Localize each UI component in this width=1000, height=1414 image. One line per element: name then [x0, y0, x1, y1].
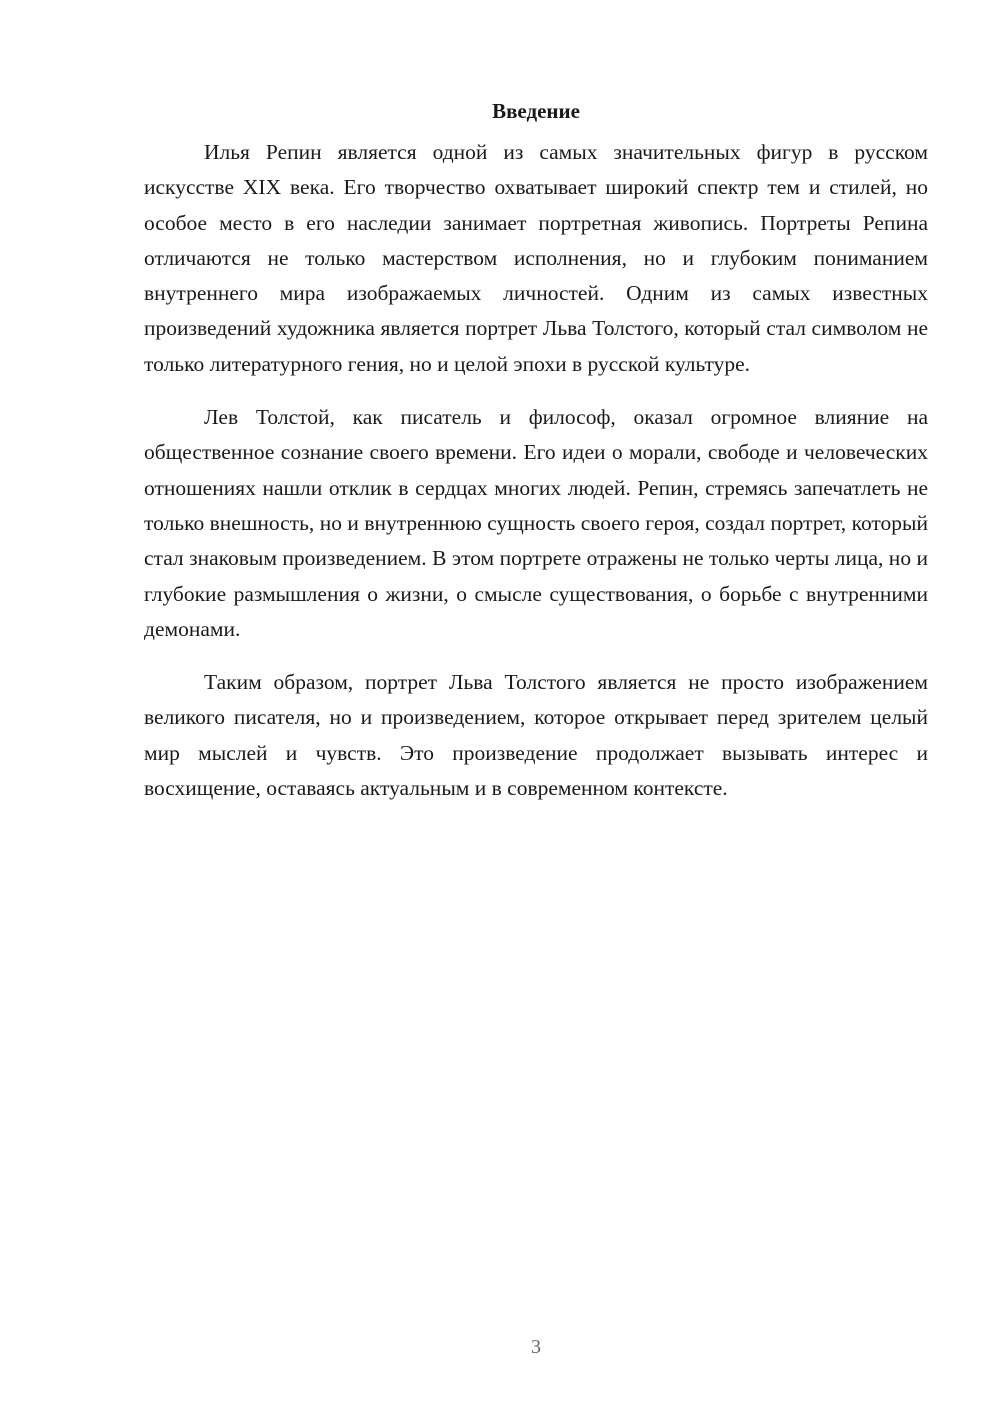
paragraph-3: Таким образом, портрет Льва Толстого является не просто изображением великого писателя, но и произведением, которое открывает перед зрителем целый мир мыслей и чувств. Это произведение продолжает вызывать интерес и восхищение, оставаясь актуальным и в современном контексте. [144, 670, 928, 801]
page-content [144, 93, 928, 806]
paragraph-2: Лев Толстой, как писатель и философ, оказал огромное влияние на общественное сознание своего времени. Его идеи о морали, свободе и человеческих отношениях нашли отклик в сердцах многих людей. Репин, стремясь запечатлеть не только внешность, но и внутреннюю сущность своего героя, создал портрет, который стал знаковым произведением. В этом портрете отражены не только черты лица, но и глубокие размышления о жизни, о смысле существования, о борьбе с внутренними демонами. [144, 405, 928, 641]
page-number: 3 [531, 1336, 541, 1358]
section-heading: Введение [492, 99, 580, 123]
paragraph-1: Илья Репин является одной из самых значительных фигур в русском искусстве XIX века. Его творчество охватывает широкий спектр тем и стилей, но особое место в его наследии занимает портретная живопись. Портреты Репина отличаются не только мастерством исполнения, но и глубоким пониманием внутреннего мира изображаемых личностей. Одним из самых известных произведений художника является портрет Льва Толстого, который стал символом не только литературного гения, но и целой эпохи в русской культуре. [144, 140, 928, 376]
